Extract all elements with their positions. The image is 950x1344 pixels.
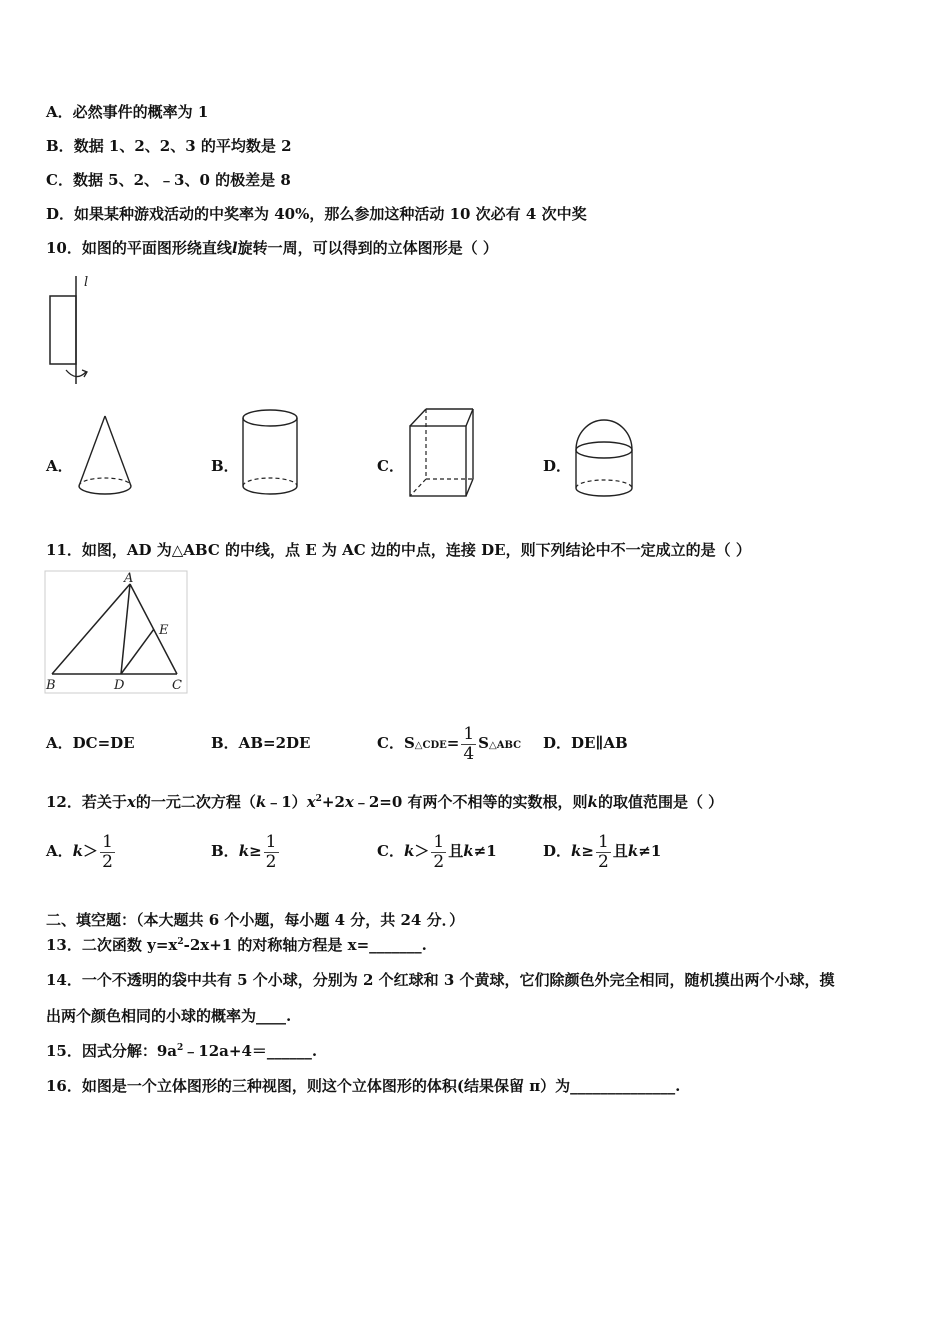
q10-option-c-label: C． <box>377 457 404 475</box>
q12-option-c: C．k＞ $\frac{1}{2}$ 且k≠1 <box>377 831 497 872</box>
section2-heading: 二、填空题：（本大题共 6 个小题，每小题 4 分，共 24 分．） <box>46 911 465 929</box>
q11-option-b: B．AB=2DE <box>211 734 311 752</box>
q9-option-d: D．如果某种游戏活动的中奖率为 40%，那么参加这种活动 10 次必有 4 次中奖 <box>46 205 587 223</box>
q11-option-d: D．DE∥AB <box>543 734 628 752</box>
q11-option-c: C．S△CDE= $\frac{1}{4}$ S△ABC <box>377 723 522 764</box>
q11-fraction: $\frac{1}{4}$ <box>463 723 475 764</box>
q11-option-a: A．DC=DE <box>46 734 135 752</box>
q10-option-d-label: D． <box>543 457 572 475</box>
q10-cone-figure <box>75 412 137 498</box>
q11-label-c: C <box>172 678 182 693</box>
q10-figure-rectangle-axis <box>44 272 104 392</box>
q12-a-fraction: $\frac{1}{2}$ <box>102 831 113 872</box>
q12-d-fraction: $\frac{1}{2}$ <box>598 831 609 872</box>
q12-b-fraction: $\frac{1}{2}$ <box>265 831 277 872</box>
q9-option-b: B．数据 1、2、2、3 的平均数是 2 <box>46 137 292 155</box>
q10-option-b-label: B． <box>211 457 239 475</box>
q12-option-b: B．k≥ $\frac{1}{2}$ <box>211 831 277 872</box>
q15: 15．因式分解：$9a^2﹣12a+4=\_\_\_\_\_\_$. <box>46 1042 318 1060</box>
q10-hemisphere-cylinder-figure <box>572 410 638 502</box>
q10-option-a-label: A． <box>46 457 73 475</box>
q11-label-e: E <box>159 623 169 638</box>
q13: 13．二次函数 $y=x^2-2x+1$ 的对称轴方程是 x=_______. <box>46 936 427 954</box>
q10-cylinder-figure <box>240 406 304 500</box>
q10-axis-label: l <box>84 275 89 290</box>
q9-option-a: A．必然事件的概率为 1 <box>46 103 209 121</box>
q14-line1: 14．一个不透明的袋中共有 5 个小球，分别为 2 个红球和 3 个黄球，它们除颜色外完全相同，随机摸出两个小球，摸 <box>46 971 835 989</box>
q12-stem: 12．若关于x的一元二次方程$(k﹣1)x^2+2x﹣2=0$ 有两个不相等的实数根，则k的取值范围是（ ） <box>46 793 724 811</box>
q14-line2: 出两个颜色相同的小球的概率为____. <box>46 1007 292 1025</box>
q11-stem: 11．如图，AD 为△ABC 的中线，点 E 为 AC 边的中点，连接 DE，则下列结论中不一定成立的是（ ） <box>46 541 751 559</box>
q12-option-a: A．k＞ $\frac{1}{2}$ <box>46 831 113 872</box>
q12-option-d: D．k≥ $\frac{1}{2}$ 且k≠1 <box>543 831 662 872</box>
q11-triangle-figure <box>44 570 190 696</box>
q16: 16．如图是一个立体图形的三种视图，则这个立体图形的体积(结果保留 π）为______________. <box>46 1077 681 1095</box>
q11-label-b: B <box>46 678 56 693</box>
q10-stem: 10．如图的平面图形绕直线l旋转一周，可以得到的立体图形是（ ） <box>46 239 498 257</box>
q12-c-fraction: $\frac{1}{2}$ <box>433 831 445 872</box>
q10-cuboid-figure <box>404 404 478 500</box>
q11-label-d: D <box>114 678 125 693</box>
q9-option-c: C．数据 5、2、﹣3、0 的极差是 8 <box>46 171 291 189</box>
q11-label-a: A <box>124 571 134 586</box>
